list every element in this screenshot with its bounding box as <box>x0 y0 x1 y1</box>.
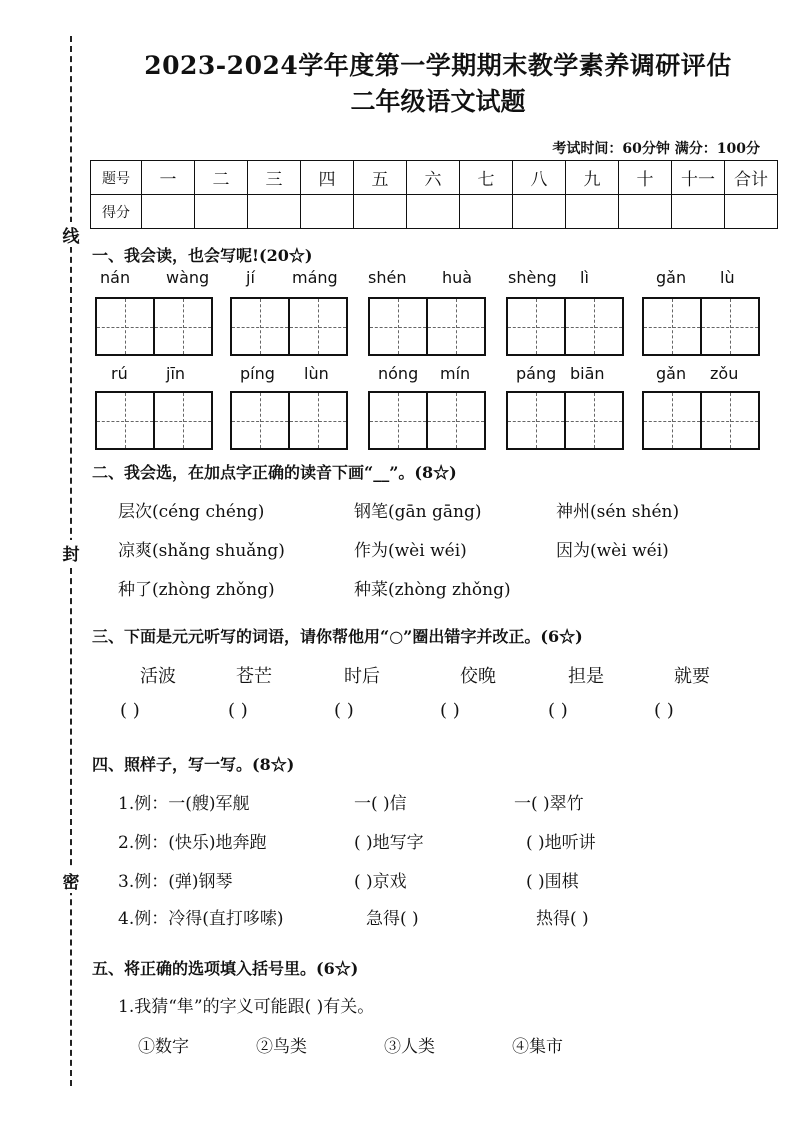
pinyin: nán <box>100 268 131 287</box>
column-header: 合计 <box>725 161 778 195</box>
example-item: 4.例：冷得(直打哆嗦) <box>118 909 284 929</box>
writing-grid[interactable] <box>642 297 760 356</box>
dictation-word[interactable]: 苍芒 <box>236 666 272 687</box>
pinyin: wàng <box>166 268 210 287</box>
score-cell[interactable] <box>195 195 248 229</box>
exam-subtitle: 二年级语文试题 <box>350 87 526 116</box>
pinyin: píng <box>240 364 275 383</box>
answer-blank[interactable]: ( ) <box>440 700 460 721</box>
fill-item[interactable]: 热得( ) <box>536 909 589 929</box>
score-table <box>90 160 778 229</box>
choice-item[interactable]: 层次(céng chéng) <box>118 502 265 522</box>
column-header: 五 <box>354 161 407 195</box>
writing-grid[interactable] <box>230 391 348 450</box>
column-header: 一 <box>142 161 195 195</box>
pinyin: páng <box>516 364 557 383</box>
writing-grid[interactable] <box>230 297 348 356</box>
score-cell[interactable] <box>672 195 725 229</box>
choice-item[interactable]: 种了(zhòng zhǒng) <box>118 580 275 600</box>
option-3[interactable]: ③人类 <box>384 1037 435 1057</box>
fill-item[interactable]: ( )地写字 <box>354 833 424 853</box>
choice-item[interactable]: 作为(wèi wéi) <box>354 541 467 561</box>
answer-blank[interactable]: ( ) <box>334 700 354 721</box>
exam-title: 2023-2024学年度第一学期期末教学素养调研评估 <box>144 51 732 80</box>
dictation-word[interactable]: 就要 <box>674 666 710 687</box>
column-header: 六 <box>407 161 460 195</box>
writing-grid[interactable] <box>95 297 213 356</box>
score-cell[interactable] <box>460 195 513 229</box>
binding-char-xian: 线 <box>60 222 82 247</box>
column-header: 三 <box>248 161 301 195</box>
score-table-score-row <box>91 195 778 229</box>
column-header: 十 <box>619 161 672 195</box>
pinyin: jí <box>246 268 255 287</box>
column-header: 二 <box>195 161 248 195</box>
column-header: 八 <box>513 161 566 195</box>
question-1[interactable]: 1.我猜“隼”的字义可能跟( )有关。 <box>118 997 375 1017</box>
score-cell[interactable] <box>248 195 301 229</box>
pinyin: rú <box>111 364 128 383</box>
pinyin: lùn <box>304 364 329 383</box>
column-header: 七 <box>460 161 513 195</box>
pinyin: shén <box>368 268 407 287</box>
fill-item[interactable]: ( )围棋 <box>526 872 579 892</box>
choice-item[interactable]: 凉爽(shǎng shuǎng) <box>118 541 285 561</box>
example-item: 1.例：一(艘)军舰 <box>118 794 250 814</box>
score-cell[interactable] <box>566 195 619 229</box>
pinyin: máng <box>292 268 338 287</box>
answer-blank[interactable]: ( ) <box>228 700 248 721</box>
answer-blank[interactable]: ( ) <box>654 700 674 721</box>
writing-grid[interactable] <box>506 297 624 356</box>
column-header: 四 <box>301 161 354 195</box>
score-cell[interactable] <box>142 195 195 229</box>
pinyin: huà <box>442 268 473 287</box>
section-5-title: 五、将正确的选项填入括号里。(6☆) <box>92 959 359 978</box>
dictation-word[interactable]: 佼晚 <box>460 666 496 687</box>
binding-char-feng: 封 <box>60 540 82 565</box>
pinyin: nóng <box>378 364 419 383</box>
score-label: 得分 <box>91 195 142 229</box>
fill-item[interactable]: 一( )翠竹 <box>514 794 584 814</box>
choice-item[interactable]: 种菜(zhòng zhǒng) <box>354 580 511 600</box>
fill-item[interactable]: 急得( ) <box>366 909 419 929</box>
pinyin: mín <box>440 364 471 383</box>
answer-blank[interactable]: ( ) <box>120 700 140 721</box>
dictation-word[interactable]: 时后 <box>344 666 380 687</box>
score-cell[interactable] <box>301 195 354 229</box>
writing-grid[interactable] <box>368 297 486 356</box>
section-3-title: 三、下面是元元听写的词语，请你帮他用“○”圈出错字并改正。(6☆) <box>92 627 583 646</box>
writing-grid[interactable] <box>506 391 624 450</box>
score-cell[interactable] <box>619 195 672 229</box>
section-4-title: 四、照样子，写一写。(8☆) <box>92 755 295 774</box>
writing-grid[interactable] <box>95 391 213 450</box>
score-cell[interactable] <box>725 195 778 229</box>
section-1-title: 一、我会读，也会写呢!(20☆) <box>92 246 313 265</box>
pinyin: lì <box>580 268 589 287</box>
example-item: 2.例：(快乐)地奔跑 <box>118 833 267 853</box>
score-table-header-row <box>91 161 778 195</box>
exam-meta: 考试时间：60分钟 满分：100分 <box>552 141 760 157</box>
option-1[interactable]: ①数字 <box>138 1037 189 1057</box>
pinyin: gǎn <box>656 364 687 383</box>
column-header: 九 <box>566 161 619 195</box>
section-2-title: 二、我会选，在加点字正确的读音下画“__”。(8☆) <box>92 463 457 482</box>
fill-item[interactable]: ( )地听讲 <box>526 833 596 853</box>
fill-item[interactable]: ( )京戏 <box>354 872 407 892</box>
binding-char-mi: 密 <box>60 868 82 893</box>
writing-grid[interactable] <box>642 391 760 450</box>
pinyin: lù <box>720 268 735 287</box>
pinyin: shèng <box>508 268 557 287</box>
choice-item[interactable]: 钢笔(gān gāng) <box>354 502 482 522</box>
choice-item[interactable]: 因为(wèi wéi) <box>556 541 669 561</box>
example-item: 3.例：(弹)钢琴 <box>118 872 233 892</box>
score-cell[interactable] <box>513 195 566 229</box>
dictation-word[interactable]: 担是 <box>568 666 604 687</box>
dictation-word[interactable]: 活波 <box>140 666 176 687</box>
writing-grid[interactable] <box>368 391 486 450</box>
option-4[interactable]: ④集市 <box>512 1037 563 1057</box>
column-header: 十一 <box>672 161 725 195</box>
pinyin: jīn <box>166 364 186 383</box>
fill-item[interactable]: 一( )信 <box>354 794 407 814</box>
header-label: 题号 <box>91 161 142 195</box>
option-2[interactable]: ②鸟类 <box>256 1037 307 1057</box>
pinyin: zǒu <box>710 364 739 383</box>
answer-blank[interactable]: ( ) <box>548 700 568 721</box>
pinyin: gǎn <box>656 268 687 287</box>
choice-item[interactable]: 神州(sén shén) <box>556 502 680 522</box>
score-cell[interactable] <box>354 195 407 229</box>
pinyin: biān <box>570 364 605 383</box>
score-cell[interactable] <box>407 195 460 229</box>
